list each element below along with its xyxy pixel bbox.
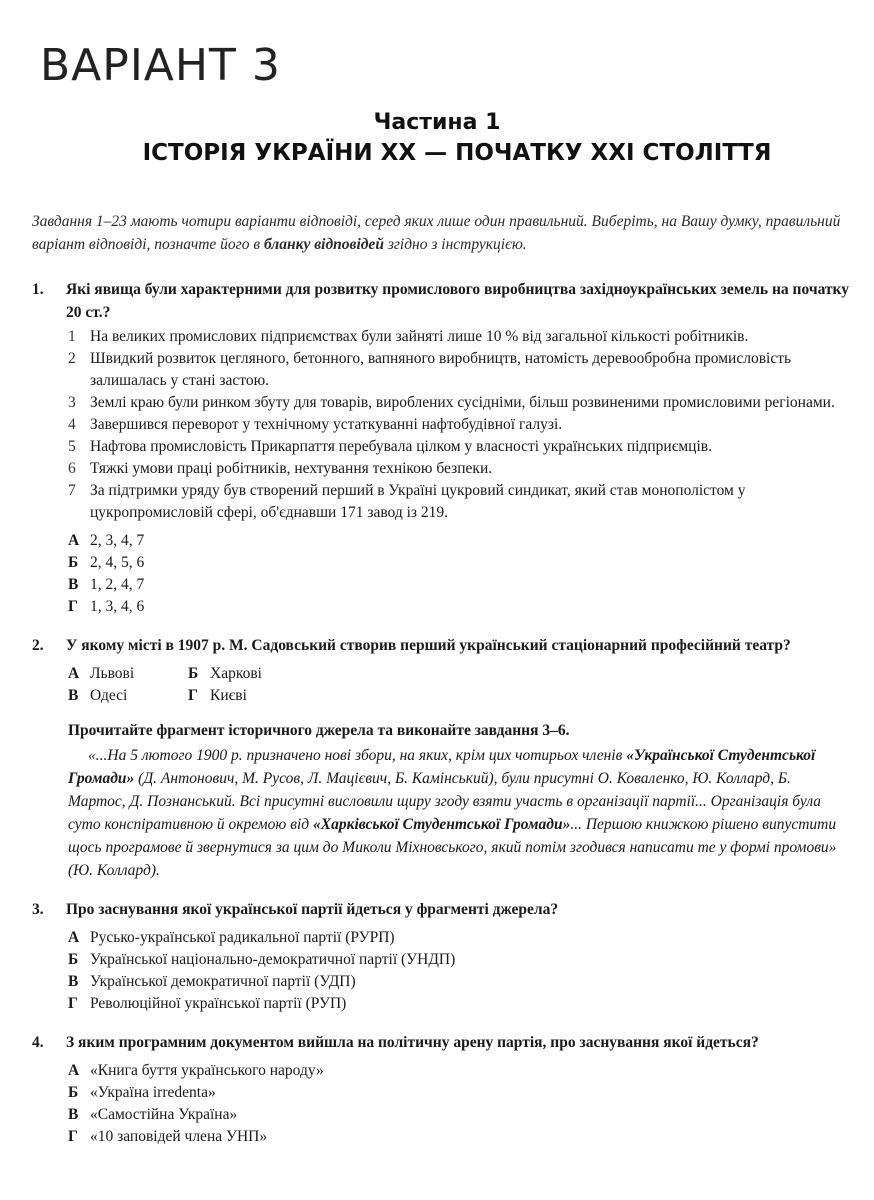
statement-text: Тяжкі умови праці робітників, нехтування технікою безпеки. — [90, 460, 493, 477]
answer-options — [68, 530, 852, 618]
option-letter: В — [68, 1106, 79, 1123]
answer-option[interactable] — [68, 663, 188, 685]
question-number: 1. — [32, 281, 44, 298]
option-value: «10 заповідей члена УНП» — [90, 1128, 268, 1145]
answer-options — [68, 927, 852, 1015]
question-number: 4. — [32, 1034, 44, 1051]
question-4 — [32, 1031, 852, 1054]
statement-text: За підтримки уряду був створений перший в Україні цукровий синдикат, який став монополістом у цукропромисловій сфері, об'єднавши 171 завод із 219. — [90, 482, 746, 521]
statement-item — [68, 480, 852, 524]
option-value: Української національно-демократичної партії (УНДП) — [90, 951, 456, 968]
answer-option[interactable] — [68, 949, 852, 971]
statement-text: Нафтова промисловість Прикарпаття перебувала цілком у власності українських підприємців. — [90, 438, 712, 455]
statement-text: Швидкий розвиток цегляного, бетонного, вапняного виробництв, натомість деревообробна промисловість залишалась у стані застою. — [90, 350, 792, 389]
answer-option[interactable] — [68, 1060, 852, 1082]
question-text: У якому місті в 1907 р. М. Садовський створив перший український стаціонарний професійний театр? — [66, 637, 791, 654]
option-value: 2, 3, 4, 7 — [90, 532, 145, 549]
statement-list — [68, 326, 852, 524]
answer-option[interactable] — [68, 1104, 852, 1126]
answer-option[interactable] — [68, 971, 852, 993]
instructions — [32, 210, 852, 256]
variant-title: ВАРІАНТ 3 — [40, 40, 281, 91]
option-value: Української демократичної партії (УДП) — [90, 973, 356, 990]
option-value: Русько-української радикальної партії (РУРП) — [90, 929, 395, 946]
option-value: 2, 4, 5, 6 — [90, 554, 145, 571]
option-letter: А — [68, 1062, 80, 1079]
option-letter: В — [68, 687, 79, 704]
option-value: Львові — [90, 665, 135, 682]
question-text: Які явища були характерними для розвитку промислового виробництва західноукраїнських земель на початку 20 ст.? — [66, 281, 849, 321]
page-content — [32, 210, 852, 1148]
statement-number: 3 — [68, 394, 76, 411]
option-letter: А — [68, 532, 80, 549]
option-value: Харкові — [210, 665, 262, 682]
option-letter: Б — [188, 665, 199, 682]
statement-number: 6 — [68, 460, 76, 477]
question-2 — [32, 634, 852, 657]
answer-option[interactable] — [188, 685, 328, 707]
part-title: Частина 1 — [373, 110, 501, 135]
answer-option[interactable] — [68, 552, 852, 574]
answer-option[interactable] — [68, 927, 852, 949]
option-letter: В — [68, 973, 79, 990]
instructions-bold: бланку відповідей — [263, 236, 384, 253]
instructions-text: Завдання 1–23 мають чотири варіанти відповіді, серед яких лише один правильний. Виберіть, на Вашу думку, правильний варіант відповіді, позначте його в — [32, 213, 841, 253]
statement-number: 4 — [68, 416, 76, 433]
option-value: «Самостійна Україна» — [90, 1106, 238, 1123]
statement-item — [68, 414, 852, 436]
answer-option[interactable] — [68, 993, 852, 1015]
answer-option[interactable] — [68, 1126, 852, 1148]
option-value: «Україна irredenta» — [90, 1084, 216, 1101]
source-text-part: (Д. Антонович, М. Русов, Л. Мацієвич, Б. Камінський), були присутні О. Коваленко, Ю. Коллард, Б. Мартос, Д. Познанський. Всі присутні висловили щиру згоду взяти участь в організації партії... Організація була суто конспіративною й окремою від — [68, 770, 822, 833]
option-letter: Б — [68, 1084, 79, 1101]
statement-item — [68, 436, 852, 458]
source-text-bold: «Харківської Студентської Громади» — [313, 816, 571, 833]
statement-number: 1 — [68, 328, 76, 345]
answer-option[interactable] — [188, 663, 328, 685]
option-value: 1, 2, 4, 7 — [90, 576, 145, 593]
answer-option[interactable] — [68, 530, 852, 552]
option-value: «Книга буття українського народу» — [90, 1062, 324, 1079]
answer-option[interactable] — [68, 685, 188, 707]
option-letter: В — [68, 576, 79, 593]
question-text: З яким програмним документом вийшла на політичну арену партія, про заснування якої йдеться? — [66, 1034, 759, 1051]
source-text-part: «...На 5 лютого 1900 р. призначено нові збори, на яких, крім цих чотирьох членів — [88, 747, 627, 764]
statement-item — [68, 326, 852, 348]
option-letter: Г — [188, 687, 198, 704]
statement-item — [68, 458, 852, 480]
statement-number: 5 — [68, 438, 76, 455]
statement-text: Завершився переворот у технічному устаткуванні нафтобудівної галузі. — [90, 416, 563, 433]
answer-options — [68, 1060, 852, 1148]
option-value: Києві — [210, 687, 247, 704]
option-value: Одесі — [90, 687, 128, 704]
option-letter: Г — [68, 598, 78, 615]
answer-options — [68, 663, 852, 707]
answer-option[interactable] — [68, 596, 852, 618]
instructions-text-end: згідно з інструкцією. — [383, 236, 527, 253]
option-letter: Г — [68, 1128, 78, 1145]
statement-text: Землі краю були ринком збуту для товарів, вироблених сусідніми, більш розвиненими промисловими регіонами. — [90, 394, 835, 411]
statement-item — [68, 392, 852, 414]
question-text: Про заснування якої української партії йдеться у фрагменті джерела? — [66, 901, 559, 918]
option-letter: Г — [68, 995, 78, 1012]
question-number: 2. — [32, 637, 44, 654]
statement-text: На великих промислових підприємствах були зайняті лише 10 % від загальної кількості робітників. — [90, 328, 749, 345]
option-value: Революційної української партії (РУП) — [90, 995, 347, 1012]
option-letter: Б — [68, 554, 79, 571]
source-text — [68, 744, 852, 882]
source-text-bold: «Української Студентської Громади» — [68, 747, 816, 787]
option-letter: А — [68, 929, 80, 946]
source-text-part: ... Першою книжкою рішено випустити щось програмове й звернутися за цим до Миколи Міхновського, який потім згодився написати те у формі промови» (Ю. Коллард). — [68, 816, 837, 879]
question-number: 3. — [32, 901, 44, 918]
subject-title: ІСТОРІЯ УКРАЇНИ XX — ПОЧАТКУ XXI СТОЛІТТЯ — [142, 140, 772, 166]
statement-number: 2 — [68, 350, 76, 367]
answer-option[interactable] — [68, 1082, 852, 1104]
option-letter: А — [68, 665, 80, 682]
statement-item — [68, 348, 852, 392]
question-3 — [32, 898, 852, 921]
option-value: 1, 3, 4, 6 — [90, 598, 145, 615]
question-1 — [32, 278, 852, 324]
option-letter: Б — [68, 951, 79, 968]
answer-option[interactable] — [68, 574, 852, 596]
statement-number: 7 — [68, 482, 76, 499]
source-heading: Прочитайте фрагмент історичного джерела та виконайте завдання 3–6. — [68, 722, 570, 739]
